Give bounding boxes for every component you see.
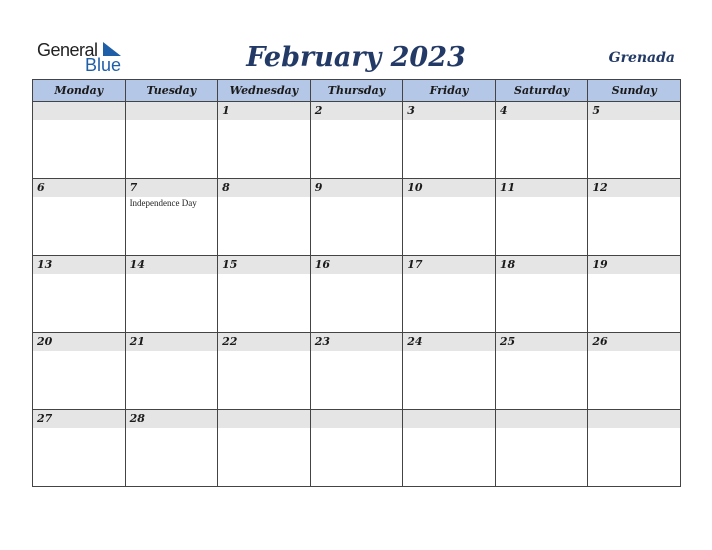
day-cell xyxy=(310,256,403,333)
day-number: 27 xyxy=(33,410,125,428)
weekday-wednesday: Wednesday xyxy=(218,80,311,102)
logo-text-general: General xyxy=(37,40,98,60)
calendar-week-row xyxy=(33,410,681,487)
day-cell xyxy=(310,333,403,410)
calendar-week-row xyxy=(33,102,681,179)
day-cell xyxy=(495,410,588,487)
day-cell xyxy=(310,102,403,179)
day-cell xyxy=(403,102,496,179)
day-cell xyxy=(218,256,311,333)
weekday-tuesday: Tuesday xyxy=(125,80,218,102)
day-number: 21 xyxy=(126,333,218,351)
day-number xyxy=(311,410,403,428)
weekday-monday: Monday xyxy=(33,80,126,102)
day-cell xyxy=(403,333,496,410)
day-number: 16 xyxy=(311,256,403,274)
day-cell xyxy=(588,179,681,256)
day-cell xyxy=(403,410,496,487)
day-cell xyxy=(403,256,496,333)
calendar-week-row xyxy=(33,256,681,333)
weekday-sunday: Sunday xyxy=(588,80,681,102)
day-number: 13 xyxy=(33,256,125,274)
calendar-week-row xyxy=(33,179,681,256)
day-cell xyxy=(218,179,311,256)
day-cell xyxy=(33,333,126,410)
calendar-week-row xyxy=(33,333,681,410)
day-number: 17 xyxy=(403,256,495,274)
day-cell xyxy=(33,179,126,256)
day-number xyxy=(218,410,310,428)
day-number: 9 xyxy=(311,179,403,197)
day-number: 7 xyxy=(126,179,218,197)
day-cell xyxy=(588,333,681,410)
day-number: 4 xyxy=(496,102,588,120)
day-cell xyxy=(310,410,403,487)
day-number: 23 xyxy=(311,333,403,351)
weekday-thursday: Thursday xyxy=(310,80,403,102)
day-cell xyxy=(588,256,681,333)
day-number: 10 xyxy=(403,179,495,197)
day-cell xyxy=(125,179,218,256)
day-cell xyxy=(495,179,588,256)
day-cell xyxy=(125,333,218,410)
calendar-grid xyxy=(32,79,681,487)
weekday-saturday: Saturday xyxy=(495,80,588,102)
day-cell xyxy=(218,102,311,179)
day-cell xyxy=(495,333,588,410)
day-cell xyxy=(125,102,218,179)
day-number: 24 xyxy=(403,333,495,351)
day-number: 28 xyxy=(126,410,218,428)
day-cell xyxy=(33,410,126,487)
day-number: 25 xyxy=(496,333,588,351)
day-number: 14 xyxy=(126,256,218,274)
day-cell xyxy=(125,256,218,333)
day-number xyxy=(33,102,125,120)
day-number: 6 xyxy=(33,179,125,197)
day-number: 22 xyxy=(218,333,310,351)
day-number: 26 xyxy=(588,333,680,351)
day-cell xyxy=(310,179,403,256)
day-number: 5 xyxy=(588,102,680,120)
day-cell xyxy=(403,179,496,256)
day-cell xyxy=(218,410,311,487)
weekday-friday: Friday xyxy=(403,80,496,102)
logo-text-blue: Blue xyxy=(85,55,122,75)
calendar-body xyxy=(33,102,681,487)
country-label: Grenada xyxy=(608,50,675,66)
calendar-title: February 2023 xyxy=(246,42,466,73)
day-cell xyxy=(125,410,218,487)
day-cell xyxy=(33,256,126,333)
day-cell xyxy=(33,102,126,179)
day-cell xyxy=(495,256,588,333)
day-number: 20 xyxy=(33,333,125,351)
day-number: 1 xyxy=(218,102,310,120)
day-number: 3 xyxy=(403,102,495,120)
day-number xyxy=(126,102,218,120)
day-number: 18 xyxy=(496,256,588,274)
day-number: 15 xyxy=(218,256,310,274)
weekday-header-row xyxy=(33,80,681,102)
day-number xyxy=(588,410,680,428)
day-number: 11 xyxy=(496,179,588,197)
day-number: 19 xyxy=(588,256,680,274)
day-cell xyxy=(588,410,681,487)
day-number: 12 xyxy=(588,179,680,197)
holiday-label: Independence Day xyxy=(129,198,197,208)
day-cell xyxy=(588,102,681,179)
day-number xyxy=(496,410,588,428)
day-number: 2 xyxy=(311,102,403,120)
day-number: 8 xyxy=(218,179,310,197)
day-cell xyxy=(495,102,588,179)
day-number xyxy=(403,410,495,428)
day-cell xyxy=(218,333,311,410)
